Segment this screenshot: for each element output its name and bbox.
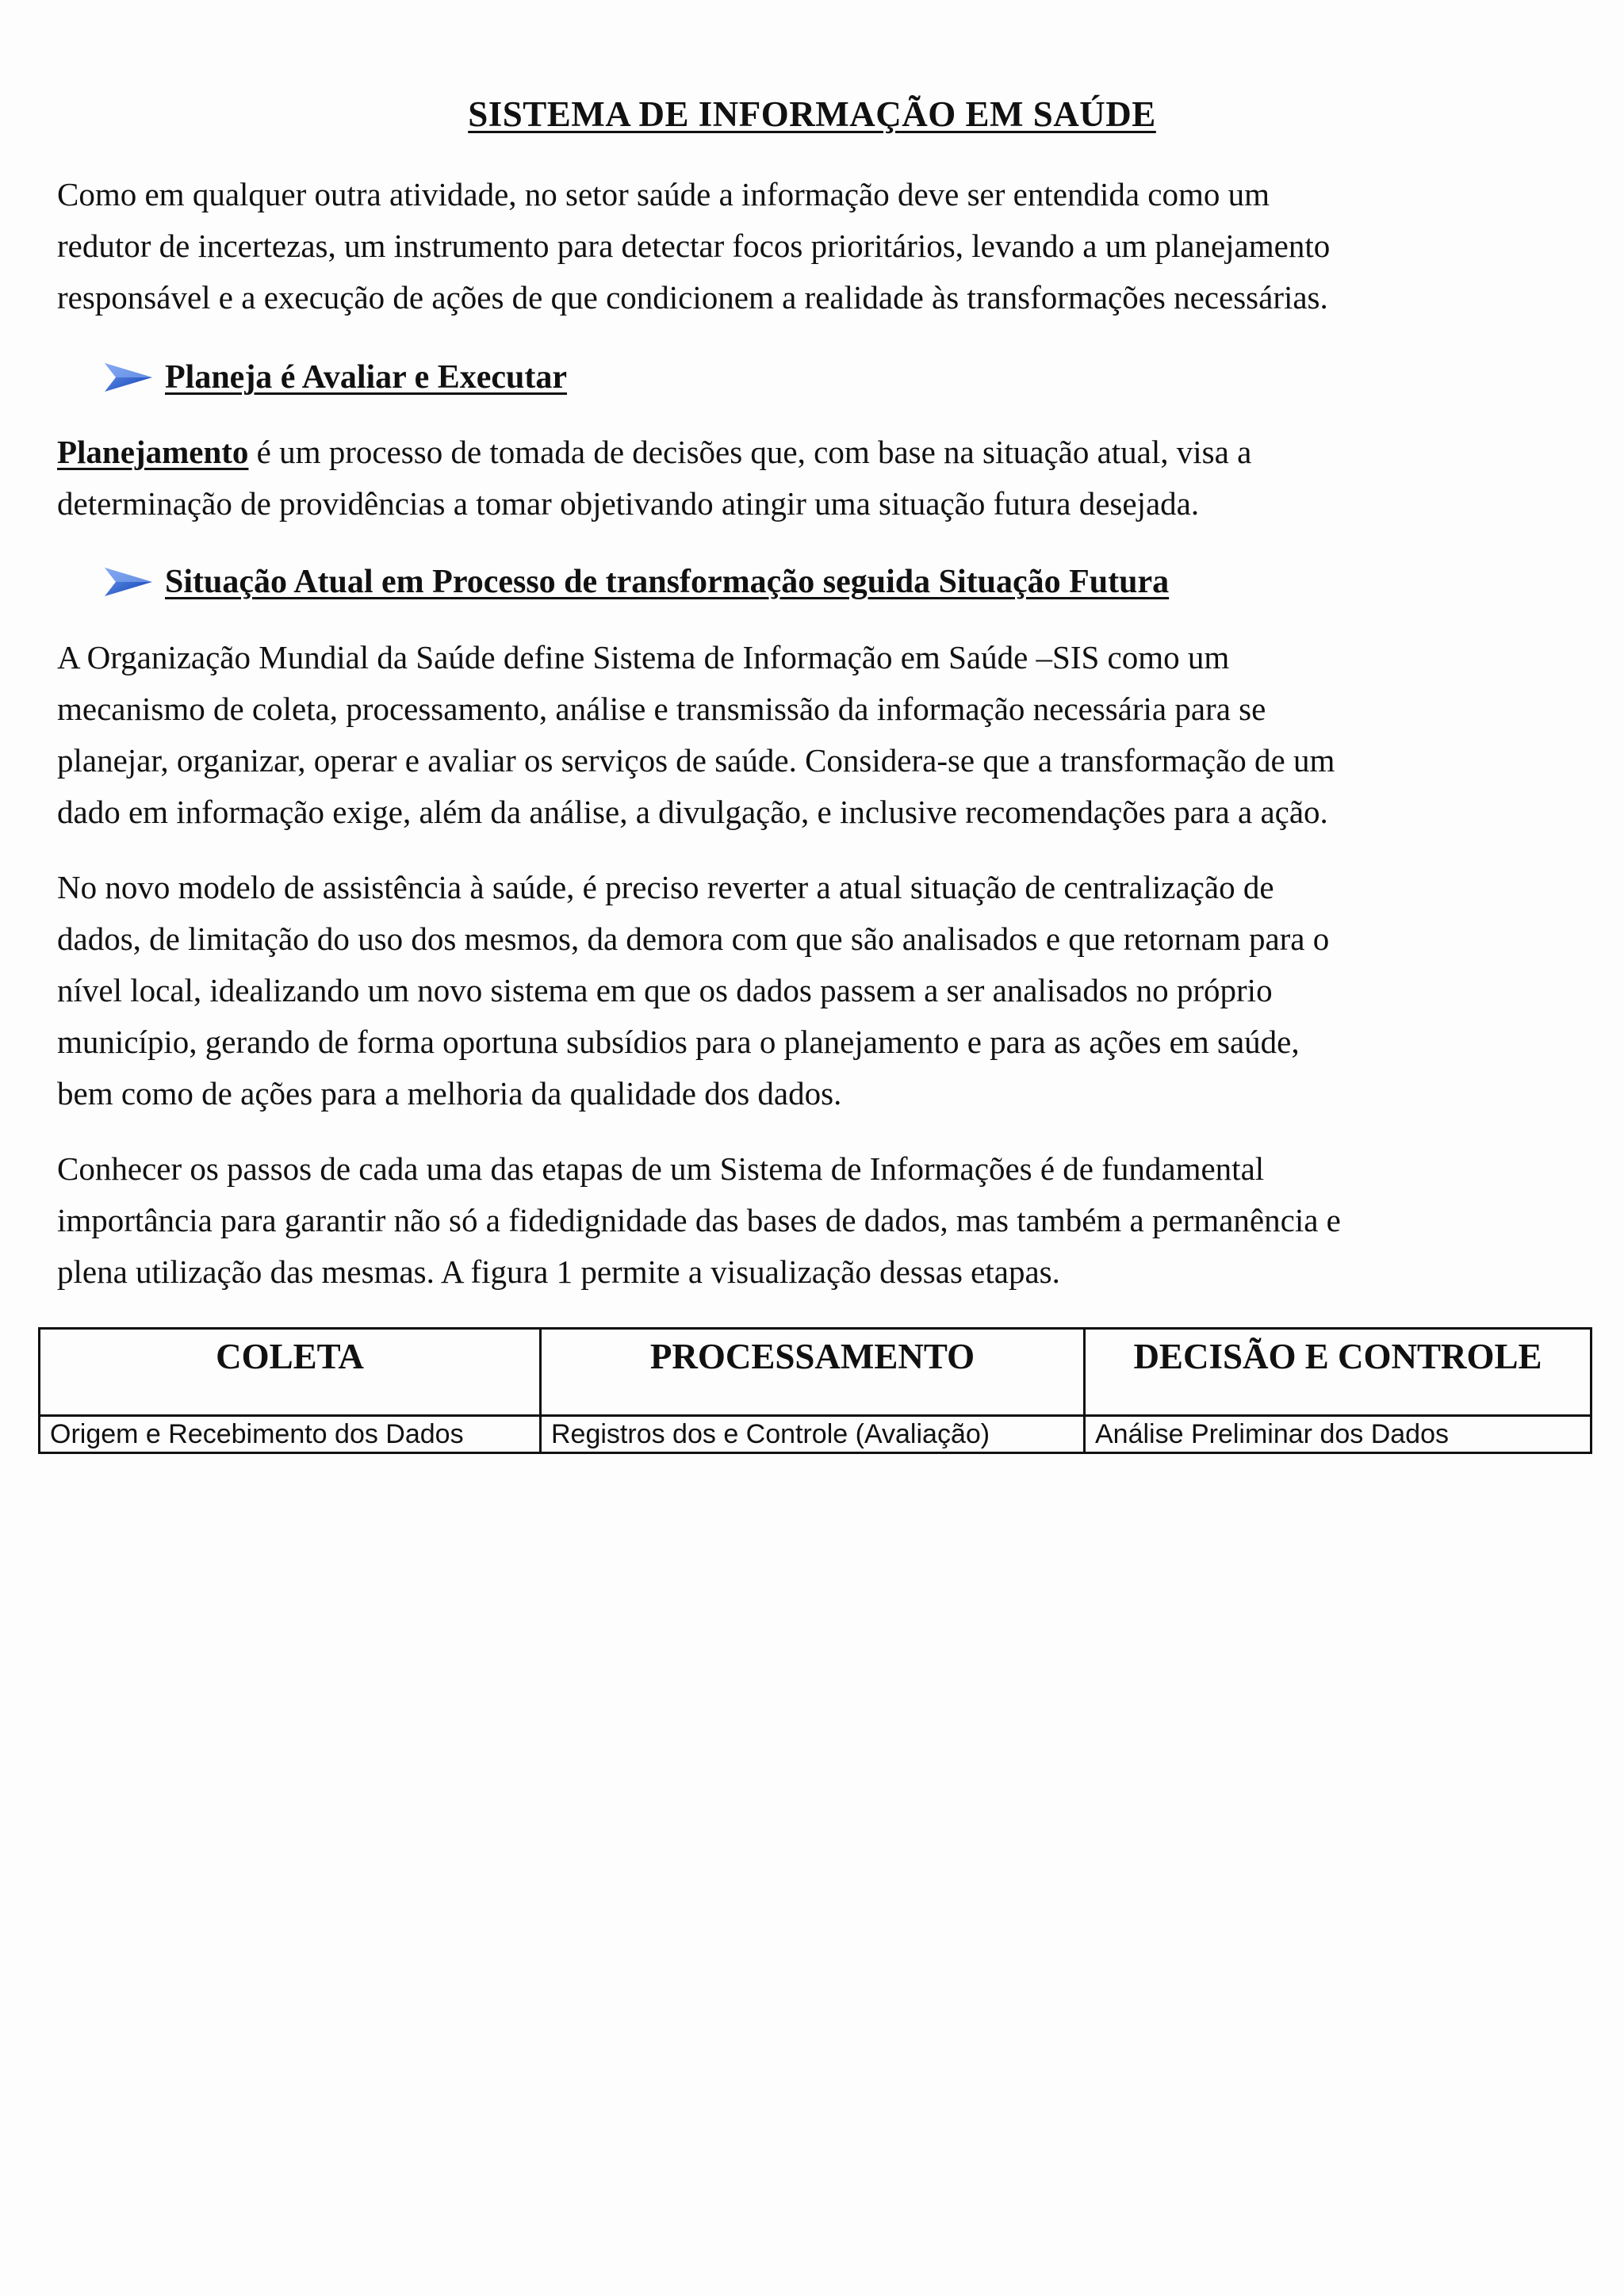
planejamento-paragraph xyxy=(57,427,1580,530)
heading-text: Situação Atual em Processo de transformação seguida Situação Futura xyxy=(165,564,1170,600)
heading-text: Planeja é Avaliar e Executar xyxy=(165,359,567,396)
paragraph-line: Conhecer os passos de cada uma das etapas de um Sistema de Informações é de fundamental xyxy=(57,1150,1265,1187)
header-coleta: COLETA xyxy=(40,1329,541,1416)
stages-table xyxy=(38,1327,1592,1454)
arrow-bullet-icon xyxy=(103,566,154,598)
paragraph-line: redutor de incertezas, um instrumento para detectar focos prioritários, levando a um planejamento xyxy=(57,228,1331,264)
table-cell: Registros dos e Controle (Avaliação) xyxy=(541,1416,1085,1453)
paragraph-text: é um processo de tomada de decisões que, com base na situação atual, visa a xyxy=(248,434,1252,470)
term-planejamento: Planejamento xyxy=(57,434,249,470)
table-cell: Análise Preliminar dos Dados xyxy=(1085,1416,1591,1453)
section-heading-situacao xyxy=(103,558,1169,606)
paragraph-line: nível local, idealizando um novo sistema em que os dados passem a ser analisados no próprio xyxy=(57,972,1273,1008)
paragraph-line: Como em qualquer outra atividade, no setor saúde a informação deve ser entendida como um xyxy=(57,176,1270,212)
table-row xyxy=(40,1416,1591,1453)
paragraph-line: determinação de providências a tomar objetivando atingir uma situação futura desejada. xyxy=(57,485,1200,522)
conhecer-paragraph xyxy=(57,1143,1580,1298)
header-processamento: PROCESSAMENTO xyxy=(541,1329,1085,1416)
header-decisao-controle: DECISÃO E CONTROLE xyxy=(1085,1329,1591,1416)
paragraph-line: mecanismo de coleta, processamento, análise e transmissão da informação necessária para se xyxy=(57,691,1266,727)
paragraph-line: município, gerando de forma oportuna subsídios para o planejamento e para as ações em saúde, xyxy=(57,1024,1300,1060)
table-header-row xyxy=(40,1329,1591,1416)
paragraph-line: A Organização Mundial da Saúde define Sistema de Informação em Saúde –SIS como um xyxy=(57,639,1230,675)
table-cell: Origem e Recebimento dos Dados xyxy=(40,1416,541,1453)
paragraph-line: No novo modelo de assistência à saúde, é preciso reverter a atual situação de centralização de xyxy=(57,869,1274,905)
paragraph-line: importância para garantir não só a fidedignidade das bases de dados, mas também a permanência e xyxy=(57,1202,1341,1238)
paragraph-line: plena utilização das mesmas. A figura 1 permite a visualização dessas etapas. xyxy=(57,1253,1060,1290)
paragraph-line xyxy=(57,427,1580,478)
section-heading-planeja xyxy=(103,354,567,401)
paragraph-line: dados, de limitação do uso dos mesmos, da demora com que são analisados e que retornam para o xyxy=(57,920,1330,957)
novo-modelo-paragraph xyxy=(57,862,1580,1119)
arrow-bullet-icon xyxy=(103,362,154,393)
intro-paragraph xyxy=(57,169,1580,323)
paragraph-line: responsável e a execução de ações de que condicionem a realidade às transformações necessárias. xyxy=(57,279,1328,316)
paragraph-line: dado em informação exige, além da análise, a divulgação, e inclusive recomendações para a ação. xyxy=(57,794,1328,830)
oms-paragraph xyxy=(57,632,1580,838)
paragraph-line: planejar, organizar, operar e avaliar os serviços de saúde. Considera-se que a transformação de um xyxy=(57,742,1335,779)
paragraph-line: bem como de ações para a melhoria da qualidade dos dados. xyxy=(57,1075,842,1112)
page-title: SISTEMA DE INFORMAÇÃO EM SAÚDE xyxy=(468,94,1156,134)
